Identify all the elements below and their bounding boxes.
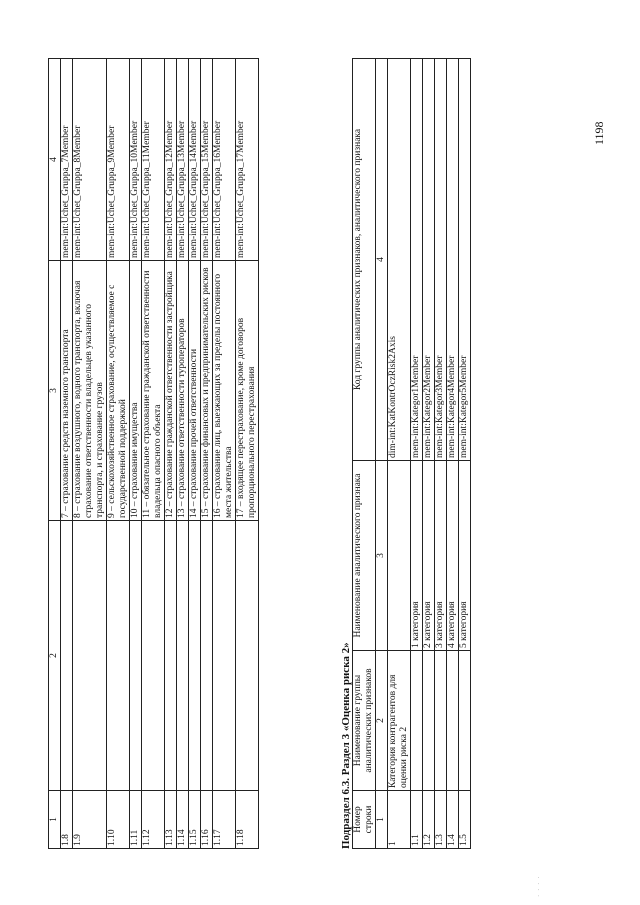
table-row — [459, 59, 471, 849]
cell-num: 1.17 — [213, 791, 236, 849]
cell-col4: mem-int:Uchet_Gruppa_14Member — [189, 59, 201, 261]
header-cell: 1 — [49, 791, 61, 849]
cell-col4: mem-int:Uchet_Gruppa_9Member — [107, 59, 130, 261]
cell-col4: mem-int:Uchet_Gruppa_17Member — [236, 59, 259, 261]
cell-num: 1.12 — [142, 791, 165, 849]
cell-col2 — [107, 521, 130, 791]
header-cell: Наименование аналитического признака — [353, 461, 376, 651]
table-row — [177, 59, 189, 849]
table-row — [435, 59, 447, 849]
cell-col2 — [177, 521, 189, 791]
page-number: 1198 — [592, 121, 606, 145]
cell-num: 1.11 — [130, 791, 142, 849]
table-row — [423, 59, 435, 849]
table-header-row — [353, 59, 376, 849]
cell-col2 — [435, 651, 447, 791]
table-row — [411, 59, 423, 849]
header-cell: 3 — [49, 261, 61, 521]
cell-col3: 13 – страхование ответственности туроператоров — [177, 261, 189, 521]
cell-col4: mem-int:Uchet_Gruppa_7Member — [61, 59, 73, 261]
cell-col3 — [388, 461, 411, 651]
table-row — [107, 59, 130, 849]
cell-num: 1.4 — [447, 791, 459, 849]
cell-num: 1.18 — [236, 791, 259, 849]
cell-num: 1.15 — [189, 791, 201, 849]
cell-col2 — [73, 521, 107, 791]
cell-num: 1.13 — [165, 791, 177, 849]
cell-col4: dim-int:KatKontrOczRisk2Axis — [388, 59, 411, 461]
cell-col4: mem-int:Uchet_Gruppa_16Member — [213, 59, 236, 261]
header-cell: Номер строки — [353, 791, 376, 849]
scan-stamp-mark: · · · · — [535, 875, 543, 897]
cell-col4: mem-int:Kategor4Member — [447, 59, 459, 461]
table-codes-1 — [48, 58, 259, 849]
cell-col4: mem-int:Uchet_Gruppa_13Member — [177, 59, 189, 261]
cell-col3: 7 – страхование средств наземного транспорта — [61, 261, 73, 521]
cell-col3: 10 – страхование имущества — [130, 261, 142, 521]
index-cell: 1 — [376, 791, 388, 849]
table-row — [236, 59, 259, 849]
cell-col3: 4 категория — [447, 461, 459, 651]
cell-col3: 15 – страхование финансовых и предпринимательских рисков — [201, 261, 213, 521]
table-row — [201, 59, 213, 849]
cell-num: 1.3 — [435, 791, 447, 849]
cell-col2 — [459, 651, 471, 791]
cell-col4: mem-int:Kategor1Member — [411, 59, 423, 461]
cell-col2 — [142, 521, 165, 791]
cell-num: 1.10 — [107, 791, 130, 849]
table-row — [189, 59, 201, 849]
header-cell: 4 — [49, 59, 61, 261]
cell-col2 — [213, 521, 236, 791]
cell-col3: 17 – входящее перестрахование, кроме договоров пропорционального перестрахования — [236, 261, 259, 521]
table-row — [130, 59, 142, 849]
cell-num: 1.14 — [177, 791, 189, 849]
cell-col4: mem-int:Uchet_Gruppa_8Member — [73, 59, 107, 261]
table-row — [447, 59, 459, 849]
cell-col2 — [423, 651, 435, 791]
cell-num: 1.8 — [61, 791, 73, 849]
table-row — [142, 59, 165, 849]
cell-col2 — [61, 521, 73, 791]
cell-col2 — [130, 521, 142, 791]
cell-col4: mem-int:Kategor5Member — [459, 59, 471, 461]
index-cell: 4 — [376, 59, 388, 461]
cell-num: 1.1 — [411, 791, 423, 849]
table-row — [61, 59, 73, 849]
index-cell: 3 — [376, 461, 388, 651]
table-row — [213, 59, 236, 849]
cell-col2: Категория контрагентов для оценки риска 2 — [388, 651, 411, 791]
cell-col2 — [447, 651, 459, 791]
cell-col4: mem-int:Kategor2Member — [423, 59, 435, 461]
table-row — [388, 59, 411, 849]
index-cell: 2 — [376, 651, 388, 791]
table-header-row — [49, 59, 61, 849]
cell-col3: 2 категория — [423, 461, 435, 651]
cell-col2 — [165, 521, 177, 791]
cell-col2 — [411, 651, 423, 791]
cell-col3: 12 – страхование гражданской ответственности застройщика — [165, 261, 177, 521]
cell-col4: mem-int:Uchet_Gruppa_11Member — [142, 59, 165, 261]
cell-num: 1.5 — [459, 791, 471, 849]
cell-col3: 11 – обязательное страхование гражданской ответственности владельца опасного объекта — [142, 261, 165, 521]
cell-col3: 9 – сельскохозяйственное страхование, осуществляемое с государственной поддержкой — [107, 261, 130, 521]
cell-col3: 8 – страхование воздушного, водного транспорта, включая страхование ответственности владельцев указанного транспорта, и страхование грузов — [73, 261, 107, 521]
cell-num: 1.16 — [201, 791, 213, 849]
cell-col2 — [201, 521, 213, 791]
table-codes-2 — [352, 58, 471, 849]
header-cell: 2 — [49, 521, 61, 791]
cell-num: 1.9 — [73, 791, 107, 849]
table-row — [165, 59, 177, 849]
header-cell: Код группы аналитических признаков, аналитического признака — [353, 59, 376, 461]
cell-num: 1 — [388, 791, 411, 849]
section-title: Подраздел 6.3. Раздел 3 «Оценка риска 2» — [340, 642, 352, 849]
cell-col3: 3 категория — [435, 461, 447, 651]
cell-col4: mem-int:Uchet_Gruppa_15Member — [201, 59, 213, 261]
cell-col4: mem-int:Uchet_Gruppa_12Member — [165, 59, 177, 261]
column-index-row — [376, 59, 388, 849]
cell-col3: 14 – страхование прочей ответственности — [189, 261, 201, 521]
cell-num: 1.2 — [423, 791, 435, 849]
cell-col2 — [236, 521, 259, 791]
cell-col4: mem-int:Kategor3Member — [435, 59, 447, 461]
cell-col3: 1 категория — [411, 461, 423, 651]
header-cell: Наименование группы аналитических признаков — [353, 651, 376, 791]
cell-col2 — [189, 521, 201, 791]
cell-col4: mem-int:Uchet_Gruppa_10Member — [130, 59, 142, 261]
cell-col3: 16 – страхование лиц, выезжающих за пределы постоянного места жительства — [213, 261, 236, 521]
table-row — [73, 59, 107, 849]
cell-col3: 5 категория — [459, 461, 471, 651]
